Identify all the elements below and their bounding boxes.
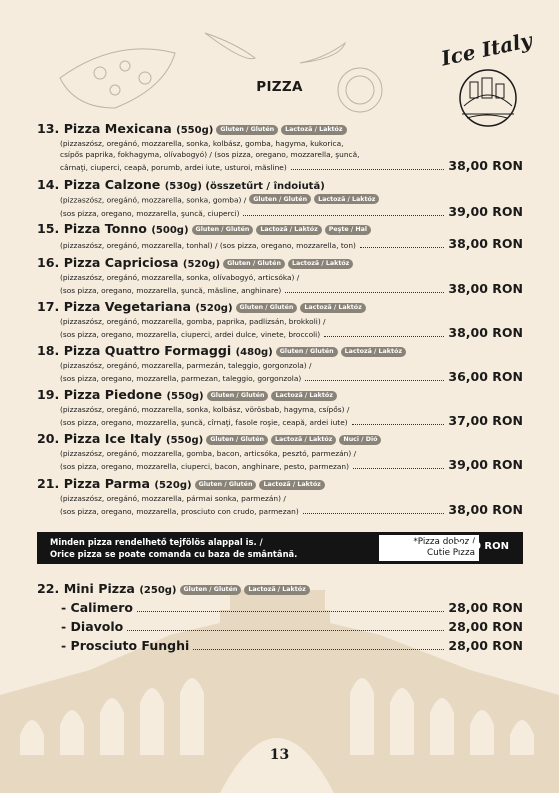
mini-pizza-name: - Calimero (61, 600, 133, 615)
item-price: 37,00 RON (448, 413, 523, 429)
allergen-badge: Peşte / Hal (325, 225, 371, 235)
mini-pizza-row (61, 600, 523, 619)
section-title: PIZZA (256, 79, 303, 95)
item-number: 20. (37, 431, 60, 446)
ice-italy-logo (432, 26, 544, 130)
allergen-badge: Gluten / Glutén (195, 480, 257, 490)
allergen-badge: Gluten / Glutén (249, 194, 311, 204)
description-line: (pizzaszósz, oregánó, mozzarella, parmezán, taleggio, gorgonzola) / (60, 361, 312, 370)
item-heading (37, 121, 523, 138)
item-price: 38,00 RON (448, 158, 523, 174)
mini-pizza-name: - Diavolo (61, 619, 124, 634)
item-name: Pizza Ice Italy (63, 431, 162, 446)
allergen-badge: Lactoză / Laktóz (341, 347, 406, 357)
description-line: (pizzaszósz, oregánó, mozzarella, sonka, kolbász, gomba, hagyma, kukorica, (60, 139, 344, 148)
item-weight: (500g) (151, 225, 189, 236)
item-weight: (550g) (166, 435, 204, 446)
mini-pizza-row (61, 638, 523, 657)
leader-dots (305, 379, 444, 381)
item-number: 19. (37, 387, 60, 402)
item-number: 21. (37, 476, 60, 491)
description-price-row (60, 371, 523, 384)
item-price: 39,00 RON (448, 457, 523, 473)
item-number: 13. (37, 121, 60, 136)
item-heading (37, 343, 523, 360)
allergen-badge: Gluten / Glutén (207, 391, 269, 401)
menu-item (37, 299, 523, 340)
allergen-badge: Lactoză / Laktóz (288, 259, 353, 269)
allergen-badge: Lactoză / Laktóz (256, 225, 321, 235)
item-heading (37, 177, 523, 194)
description-price-row (60, 415, 523, 428)
pizza-pepper-sketch (55, 18, 385, 128)
allergen-badge: Gluten / Glutén (216, 125, 278, 135)
item-weight: (550g) (166, 391, 204, 402)
description-line: cârnaţi, ciuperci, ceapă, porumb, ardei iute, usturoi, măsline) (60, 163, 287, 173)
item-name: Pizza Parma (63, 476, 151, 491)
item-description (37, 493, 523, 517)
item-number: 17. (37, 299, 60, 314)
item-name: Pizza Calzone (63, 177, 161, 192)
mini-pizza-price: 28,00 RON (448, 638, 523, 653)
allergen-badge: Lactoză / Laktóz (314, 194, 379, 204)
mini-pizza-price: 28,00 RON (448, 600, 523, 615)
description-line: (pizzaszósz, oregánó, mozzarella, sonka, olívabogyó, articsóka) / (60, 273, 300, 282)
item-heading (37, 431, 523, 448)
item-price: 36,00 RON (448, 369, 523, 385)
item-description (37, 316, 523, 340)
item-price: 38,00 RON (448, 236, 523, 251)
description-line: (pizzaszósz, oregánó, mozzarella, sonka, gomba) / Gluten / Glutén Lactoză / Laktóz (60, 194, 523, 206)
description-line: (sos pizza, oregano, mozzarella, ciuperci, ardei dulce, vinete, broccoli) (60, 330, 321, 340)
description-price-row (60, 203, 523, 219)
item-description (37, 238, 523, 251)
item-weight: (520g) (195, 303, 233, 314)
mini-pizza-list (61, 600, 523, 657)
allergen-badge: Gluten / Glutén (236, 303, 298, 313)
leader-dots (303, 512, 445, 514)
allergen-badge: Gluten / Glutén (223, 259, 285, 269)
item-description (37, 138, 523, 174)
allergen-badge: Gluten / Glutén (276, 347, 338, 357)
allergen-badge: Lactoză / Laktóz (300, 303, 365, 313)
menu-item (37, 431, 523, 472)
item-description (37, 272, 523, 296)
menu-item (37, 343, 523, 384)
pizza-box-label: *Pizza doboz / Cutie Pizza (379, 535, 479, 561)
item-name: Pizza Vegetariana (63, 299, 191, 314)
allergen-badge: Lactoză / Laktóz (281, 125, 346, 135)
item-price: 38,00 RON (448, 325, 523, 341)
item-price: 39,00 RON (448, 203, 523, 219)
allergen-badge: Nuci / Dió (339, 435, 381, 445)
item-heading (37, 255, 523, 272)
item-name: Pizza Tonno (63, 221, 147, 236)
description-line: (pizzaszósz, oregánó, mozzarella, gomba, bacon, articsóka, pesztó, parmezán) / (60, 449, 357, 458)
menu-item (37, 255, 523, 296)
description-price-row (60, 160, 523, 173)
svg-text:Ice Italy: Ice Italy (439, 27, 535, 71)
allergen-badge: Lactoză / Laktóz (244, 585, 309, 595)
item-number: 18. (37, 343, 60, 358)
description-line: (sos pizza, oregano, mozzarella, şuncă, cîrnaţi, fasole roşie, ceapă, ardei iute) (60, 418, 348, 428)
menu-item (37, 476, 523, 517)
leader-dots (291, 168, 445, 170)
description-price-row (60, 459, 523, 472)
pizza-box-price: +2,00 RON (447, 541, 509, 552)
description-line: (sos pizza, oregano, mozzarella, şuncă, ciuperci) (60, 208, 240, 218)
leader-dots (243, 214, 444, 216)
allergen-badge: Gluten / Glutén (206, 435, 268, 445)
item-name: Pizza Quattro Formaggi (63, 343, 232, 358)
leader-dots (193, 648, 444, 650)
menu-item (37, 387, 523, 428)
item-description (37, 404, 523, 428)
item-number: 16. (37, 255, 60, 270)
item-heading (37, 299, 523, 316)
menu-item (37, 221, 523, 251)
item-heading (37, 476, 523, 493)
allergen-badge: Lactoză / Laktóz (259, 480, 324, 490)
item-heading (37, 387, 523, 404)
description-line: (pizzaszósz, oregánó, mozzarella, tonhal) / (sos pizza, oregano, mozzarella, ton) (60, 241, 356, 250)
item-description (37, 360, 523, 384)
item-weight: (530g) (összetűrt / îndoiută) (164, 181, 325, 192)
leader-dots (285, 291, 444, 293)
description-price-row (60, 283, 523, 296)
item-description (37, 194, 523, 219)
item-name: Pizza Piedone (63, 387, 163, 402)
description-line: (sos pizza, oregano, mozzarella, parmezan, taleggio, gorgonzola) (60, 374, 302, 384)
allergen-badge: Lactoză / Laktóz (271, 391, 336, 401)
page-number: 13 (269, 747, 290, 763)
item-price: 38,00 RON (448, 502, 523, 518)
allergen-badge: Gluten / Glutén (192, 225, 254, 235)
allergen-badge: Gluten / Glutén (180, 585, 242, 595)
item-number: 14. (37, 177, 60, 192)
menu-item (37, 177, 523, 219)
description-price-row (60, 504, 523, 517)
item-weight: (480g) (235, 347, 273, 358)
menu-item (37, 121, 523, 174)
item-name: Pizza Capriciosa (63, 255, 179, 270)
item-weight: (520g) (154, 480, 192, 491)
item-weight: (550g) (176, 125, 214, 136)
item-number: 15. (37, 221, 60, 236)
item-description (37, 448, 523, 472)
leader-dots (353, 467, 444, 469)
description-price-row (60, 327, 523, 340)
description-line: (sos pizza, oregano, mozzarella, şuncă, măsline, anghinare) (60, 286, 282, 296)
description-line: (pizzaszósz, oregánó, mozzarella, sonka, kolbász, vörösbab, hagyma, csípős) / (60, 405, 350, 414)
description-line: csípős paprika, fokhagyma, olívabogyó) / (sos pizza, oregano, mozzarella, şuncă, (60, 150, 360, 160)
description-line: (sos pizza, oregano, mozzarella, ciuperci, bacon, anghinare, pesto, parmezan) (60, 462, 349, 472)
description-price-row (60, 238, 523, 251)
banner-text: Minden pizza rendelhető tejfölös alappal is. / Orice pizza se poate comanda cu baza de smântână. (50, 537, 298, 559)
mini-pizza-name: - Prosciuto Funghi (61, 638, 190, 653)
mini-pizza-row (61, 619, 523, 638)
description-line: (pizzaszósz, oregánó, mozzarella, gomba, paprika, padlizsán, brokkoli) / (60, 317, 326, 326)
item-weight: (520g) (182, 259, 221, 270)
mini-pizza-price: 28,00 RON (448, 619, 523, 634)
item-price: 38,00 RON (448, 281, 523, 297)
item-name: Pizza Mexicana (63, 121, 172, 136)
leader-dots (127, 629, 444, 631)
description-line: (pizzaszósz, oregánó, mozzarella, pármai sonka, parmezán) / (60, 494, 286, 503)
leader-dots (137, 610, 444, 612)
leader-dots (324, 335, 444, 337)
sour-cream-base-banner (37, 532, 523, 564)
leader-dots (360, 246, 445, 248)
description-line: (sos pizza, oregano, mozzarella, prosciuto con crudo, parmezan) (60, 507, 299, 517)
mini-pizza-heading: 22. Mini Pizza (250g) Gluten / Glutén Lactoză / Laktóz (37, 581, 310, 598)
leader-dots (352, 423, 445, 425)
allergen-badge: Lactoză / Laktóz (271, 435, 336, 445)
